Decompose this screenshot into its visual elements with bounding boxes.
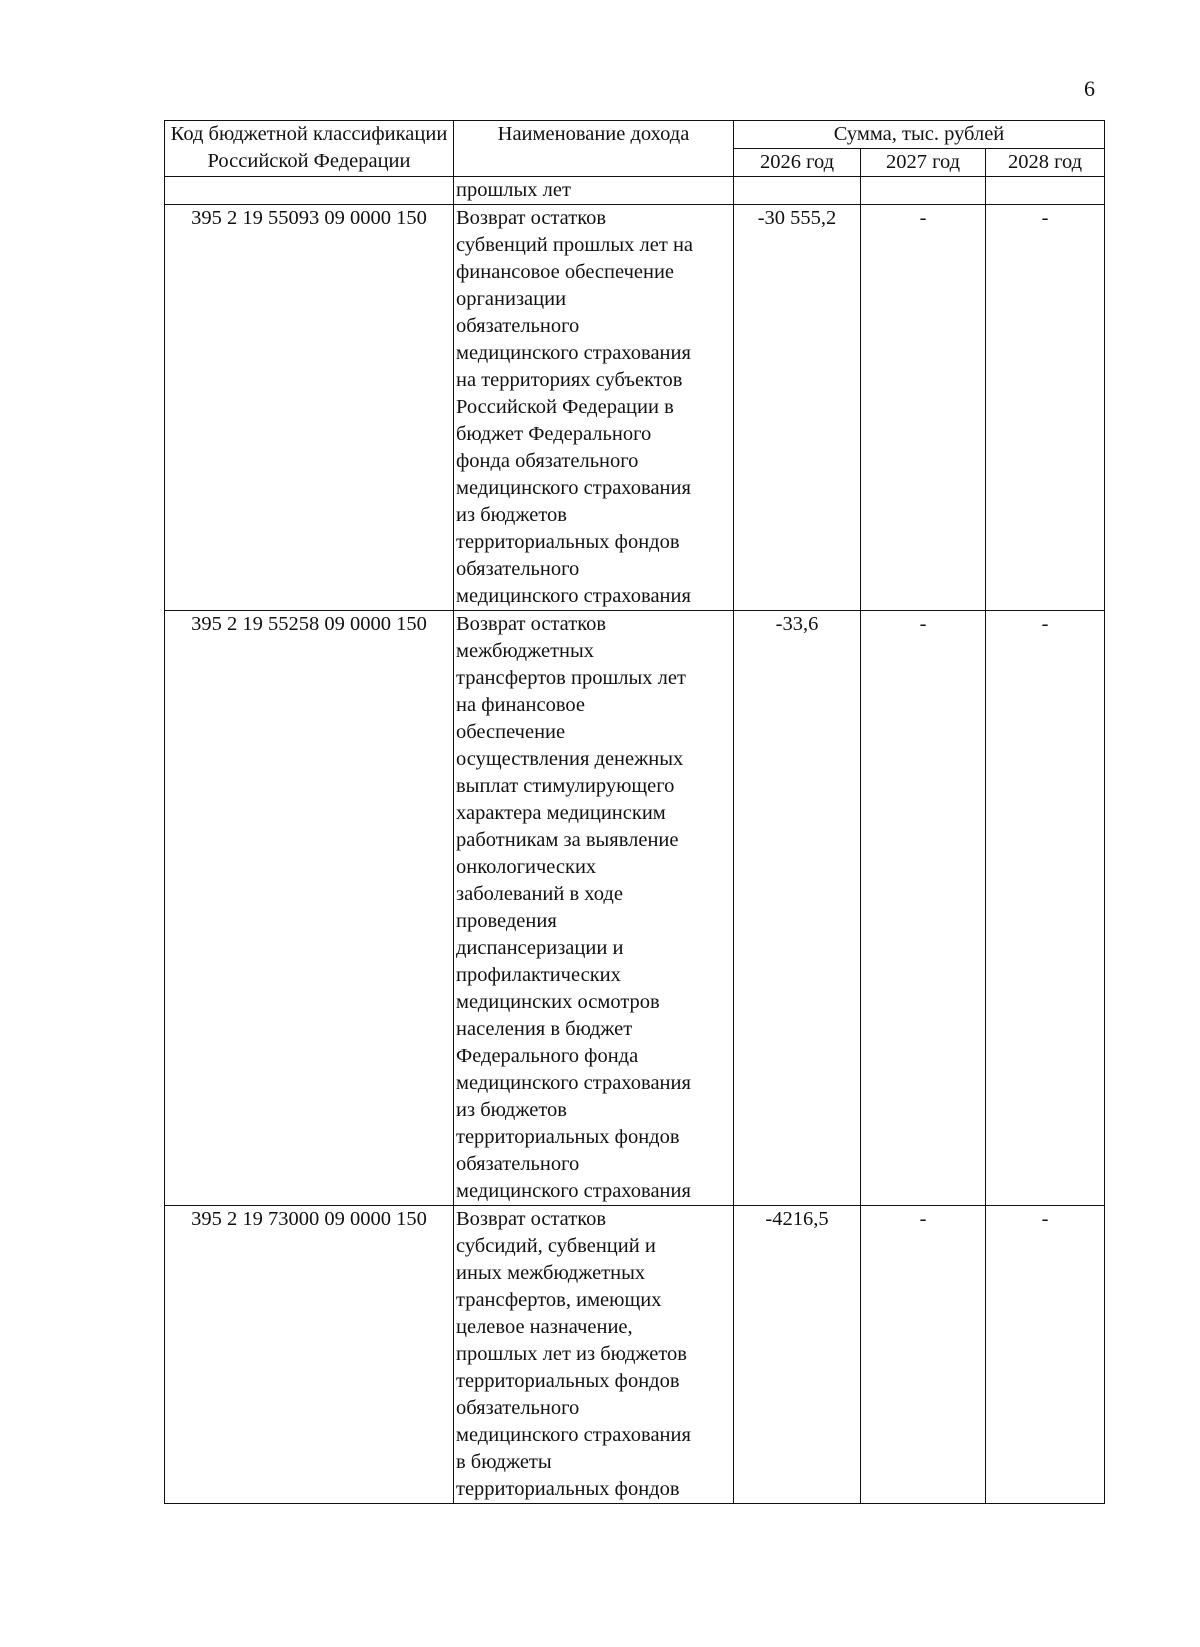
- revenue-table: [164, 120, 1105, 1504]
- name-line: заболеваний в ходе: [456, 883, 623, 905]
- name-line: из бюджетов: [456, 504, 567, 526]
- name-line: бюджет Федерального: [456, 423, 652, 445]
- cell-2026: [734, 177, 861, 205]
- name-line: обеспечение: [456, 721, 566, 743]
- cell-2028: -: [986, 205, 1105, 611]
- cell-2027: -: [861, 611, 986, 1206]
- cell-2027: -: [861, 1206, 986, 1504]
- name-line: медицинского страхования: [456, 477, 691, 499]
- name-line: организации: [456, 288, 567, 310]
- cell-name: [454, 205, 734, 611]
- name-line: обязательного: [456, 1153, 580, 1175]
- name-line: выплат стимулирующего: [456, 775, 675, 797]
- cell-name: прошлых лет: [454, 177, 734, 205]
- name-line: территориальных фондов: [456, 1370, 680, 1392]
- name-line: из бюджетов: [456, 1099, 567, 1121]
- cell-code: 395 2 19 55258 09 0000 150: [165, 611, 454, 1206]
- name-line: профилактических: [456, 964, 621, 986]
- table-row: [165, 205, 1105, 611]
- header-year-2028: 2028 год: [986, 149, 1105, 177]
- name-line: Возврат остатков: [456, 613, 607, 635]
- name-line: медицинского страхования: [456, 585, 691, 607]
- name-line: проведения: [456, 910, 557, 932]
- name-line: Российской Федерации в: [456, 396, 674, 418]
- header-sum: Сумма, тыс. рублей: [734, 121, 1105, 149]
- cell-2028: [986, 177, 1105, 205]
- cell-2028: -: [986, 1206, 1105, 1504]
- name-line: обязательного: [456, 1397, 580, 1419]
- name-line: иных межбюджетных: [456, 1262, 646, 1284]
- name-line: Возврат остатков: [456, 1208, 607, 1230]
- name-line: Федерального фонда: [456, 1045, 639, 1067]
- name-line: Возврат остатков: [456, 207, 607, 229]
- cell-2027: -: [861, 205, 986, 611]
- name-line: территориальных фондов: [456, 531, 680, 553]
- name-line: медицинского страхования: [456, 342, 691, 364]
- name-line: территориальных фондов: [456, 1478, 680, 1500]
- name-line: фонда обязательного: [456, 450, 639, 472]
- table-body: [165, 177, 1105, 1504]
- cell-code: 395 2 19 55093 09 0000 150: [165, 205, 454, 611]
- name-line: обязательного: [456, 315, 580, 337]
- name-line: медицинских осмотров: [456, 991, 660, 1013]
- name-line: медицинского страхования: [456, 1072, 691, 1094]
- name-line: диспансеризации и: [456, 937, 624, 959]
- header-year-2027: 2027 год: [861, 149, 986, 177]
- header-year-2026: 2026 год: [734, 149, 861, 177]
- name-line: в бюджеты: [456, 1451, 552, 1473]
- name-line: на финансовое: [456, 694, 585, 716]
- cell-name: [454, 1206, 734, 1504]
- table-header: [165, 121, 1105, 177]
- cell-2027: [861, 177, 986, 205]
- name-line: прошлых лет из бюджетов: [456, 1343, 687, 1365]
- cell-2026: -30 555,2: [734, 205, 861, 611]
- name-line: межбюджетных: [456, 640, 595, 662]
- table-row: [165, 611, 1105, 1206]
- name-line: субвенций прошлых лет на: [456, 234, 694, 256]
- cell-2028: -: [986, 611, 1105, 1206]
- name-line: территориальных фондов: [456, 1126, 680, 1148]
- name-line: субсидий, субвенций и: [456, 1235, 656, 1257]
- cell-code: 395 2 19 73000 09 0000 150: [165, 1206, 454, 1504]
- name-line: целевое назначение,: [456, 1316, 633, 1338]
- name-line: осуществления денежных: [456, 748, 684, 770]
- name-line: трансфертов прошлых лет: [456, 667, 686, 689]
- cell-2026: -33,6: [734, 611, 861, 1206]
- cell-name: [454, 611, 734, 1206]
- page-number: 6: [1084, 76, 1095, 101]
- header-name: Наименование дохода: [454, 121, 734, 177]
- name-line: финансовое обеспечение: [456, 261, 675, 283]
- name-line: онкологических: [456, 856, 597, 878]
- name-line: работникам за выявление: [456, 829, 679, 851]
- name-line: характера медицинским: [456, 802, 666, 824]
- name-line: на территориях субъектов: [456, 369, 683, 391]
- table-row-continuation: [165, 177, 1105, 205]
- header-code: Код бюджетной классификации Российской Федерации: [165, 121, 454, 177]
- name-line: медицинского страхования: [456, 1424, 691, 1446]
- name-line: обязательного: [456, 558, 580, 580]
- name-line: населения в бюджет: [456, 1018, 633, 1040]
- name-line: трансфертов, имеющих: [456, 1289, 662, 1311]
- table-row: [165, 1206, 1105, 1504]
- cell-2026: -4216,5: [734, 1206, 861, 1504]
- name-line: медицинского страхования: [456, 1180, 691, 1202]
- cell-code: [165, 177, 454, 205]
